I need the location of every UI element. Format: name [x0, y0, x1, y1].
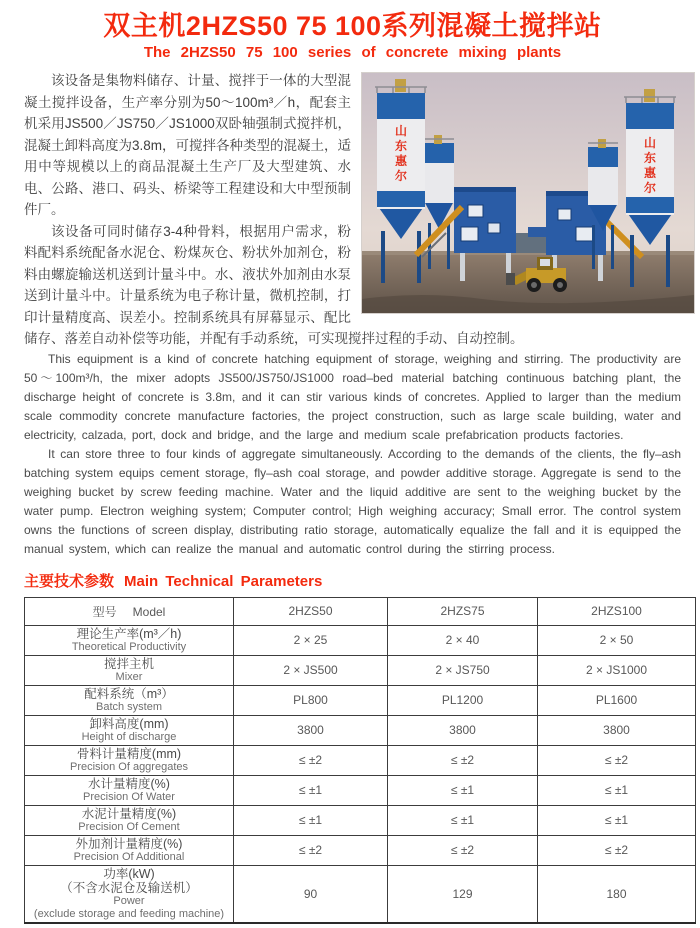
cell-value: ≤ ±2	[234, 835, 388, 865]
header-col-2hzs75: 2HZS75	[388, 597, 538, 625]
table-header-row	[25, 597, 696, 625]
table-row-cement-precision	[25, 805, 696, 835]
row-label: 卸料高度(mm) Height of discharge	[25, 715, 234, 745]
row-label: 水计量精度(%) Precision Of Water	[25, 775, 234, 805]
intro-paragraph-en-2: It can store three to four kinds of aggregate simultaneously. According to the demands of the clients, the fly–ash batching system equips cement storage, fly–ash coal storage, and powder additive storage. Aggregate is send to the weighing bucket by screw feeding machine. Water and the liquid additive are sent to the weighing bucket by the water pump. Electron weighing system; Computer control; High weighing accuracy; Small error. The control system owns the functions of screen display, distributing ratio storage, automatically equalize the fall and it is equipped the manual system, which can realize the manual and automatic control during the stirring process.	[24, 446, 681, 556]
parameters-table	[24, 597, 696, 924]
table-row-discharge-height	[25, 715, 696, 745]
section-header-en: Main Technical Parameters	[124, 572, 323, 590]
cell-value: ≤ ±1	[388, 775, 538, 805]
section-header-parameters	[24, 570, 695, 591]
intro-paragraph-cn-2: 该设备可同时储存3-4种骨料，根据用户需求，粉料配料系统配备水泥仓、粉煤灰仓、粉状外加剂仓，粉料由螺旋输送机送到计量斗中。水、液状外加剂由水泵送到计量斗中。计量系统为电子称计量，微机控制，打印计量精度高、误差小。控制系统具有屏幕显示、配比储存、落差自动补偿等功能，并配有手动系统，可实现搅拌过程的手动、自动控制。	[24, 223, 524, 346]
cell-value: ≤ ±1	[538, 805, 696, 835]
plant-photo-illustration	[362, 73, 694, 313]
page-subtitle: The 2HZS50 75 100 series of concrete mixing plants	[143, 44, 562, 61]
row-label: 配料系统（m³） Batch system	[25, 685, 234, 715]
cell-value: 3800	[234, 715, 388, 745]
header-col-2hzs100: 2HZS100	[538, 597, 696, 625]
cell-value: ≤ ±2	[234, 745, 388, 775]
cell-value: PL1600	[538, 685, 696, 715]
header-model-en: Model	[132, 604, 166, 619]
cell-value: 2 × 25	[234, 625, 388, 655]
cell-value: ≤ ±1	[538, 775, 696, 805]
intro-paragraph-cn-1: 该设备是集物料储存、计量、搅拌于一体的大型混凝土搅拌设备，生产率分别为50～100m³／h，配套主机采用JS500／JS750／JS1000双卧轴强制式搅拌机，混凝土卸料高度为3.8m，可搅拌各种类型的混凝土，适用中等规模以上的商品混凝土生产厂及大型建筑、水电、公路、港口、码头、桥梁等工程建设和大中型预制件厂。	[24, 73, 352, 217]
cell-value: ≤ ±2	[388, 745, 538, 775]
svg-text:东: 东	[394, 139, 408, 153]
page-title: 双主机2HZS50 75 100系列混凝土搅拌站	[103, 11, 602, 41]
row-label: 水泥计量精度(%) Precision Of Cement	[25, 805, 234, 835]
table-row-aggregate-precision	[25, 745, 696, 775]
svg-text:惠: 惠	[394, 154, 408, 168]
silo-right-brand-text	[644, 136, 657, 195]
svg-text:尔: 尔	[643, 181, 657, 195]
section-header-cn: 主要技术参数	[24, 572, 115, 590]
table-row-productivity	[25, 625, 696, 655]
cell-value: 3800	[388, 715, 538, 745]
cell-value: 3800	[538, 715, 696, 745]
row-label: 骨料计量精度(mm) Precision Of aggregates	[25, 745, 234, 775]
svg-text:山: 山	[643, 136, 657, 150]
table-row-power	[25, 865, 696, 923]
header-col-2hzs50: 2HZS50	[234, 597, 388, 625]
table-row-water-precision	[25, 775, 696, 805]
cell-value: ≤ ±1	[234, 775, 388, 805]
cell-value: ≤ ±2	[388, 835, 538, 865]
svg-text:东: 东	[643, 151, 657, 165]
intro-paragraph-en-1: This equipment is a kind of concrete hatching equipment of storage, weighing and stirring. The productivity are 50～100m³/h, the mixer adopts JS500/JS750/JS1000 road–bed material batching continuous batching plant, the discharge height of concrete is 3.8m, and it can stir various kinds of concretes. Applied to larger than the medium scale commodity concrete manufacture factories, the project construction, such as large scale building, water and electricity, calzada, port, dock and bridge, and the large and medium scale prefabrication products factories.	[24, 351, 681, 442]
row-label: 搅拌主机 Mixer	[25, 655, 234, 685]
svg-text:惠: 惠	[643, 166, 657, 180]
cell-value: 180	[538, 865, 696, 923]
cell-value: ≤ ±1	[388, 805, 538, 835]
cell-value: 90	[234, 865, 388, 923]
cell-value: 2 × 40	[388, 625, 538, 655]
cell-value: 2 × JS500	[234, 655, 388, 685]
plant-photo	[361, 72, 695, 314]
cell-value: 129	[388, 865, 538, 923]
cell-value: 2 × 50	[538, 625, 696, 655]
table-row-additive-precision	[25, 835, 696, 865]
intro-section	[24, 70, 695, 559]
table-row-batch-system	[25, 685, 696, 715]
cell-value: ≤ ±1	[234, 805, 388, 835]
svg-text:尔: 尔	[394, 169, 408, 183]
table-row-mixer	[25, 655, 696, 685]
cell-value: 2 × JS750	[388, 655, 538, 685]
cell-value: ≤ ±2	[538, 745, 696, 775]
cell-value: ≤ ±2	[538, 835, 696, 865]
svg-text:山: 山	[394, 124, 408, 138]
cell-value: PL1200	[388, 685, 538, 715]
cell-value: 2 × JS1000	[538, 655, 696, 685]
cell-value: PL800	[234, 685, 388, 715]
silo-left-brand-text	[395, 124, 408, 183]
row-label: 理论生产率(m³／h) Theoretical Productivity	[25, 625, 234, 655]
header-model-cell	[25, 597, 234, 625]
row-label: 外加剂计量精度(%) Precision Of Additional	[25, 835, 234, 865]
row-label: 功率(kW) （不含水泥仓及输送机） Power (exclude storage and feeding machine)	[25, 865, 234, 923]
header-model-cn: 型号	[92, 604, 117, 619]
